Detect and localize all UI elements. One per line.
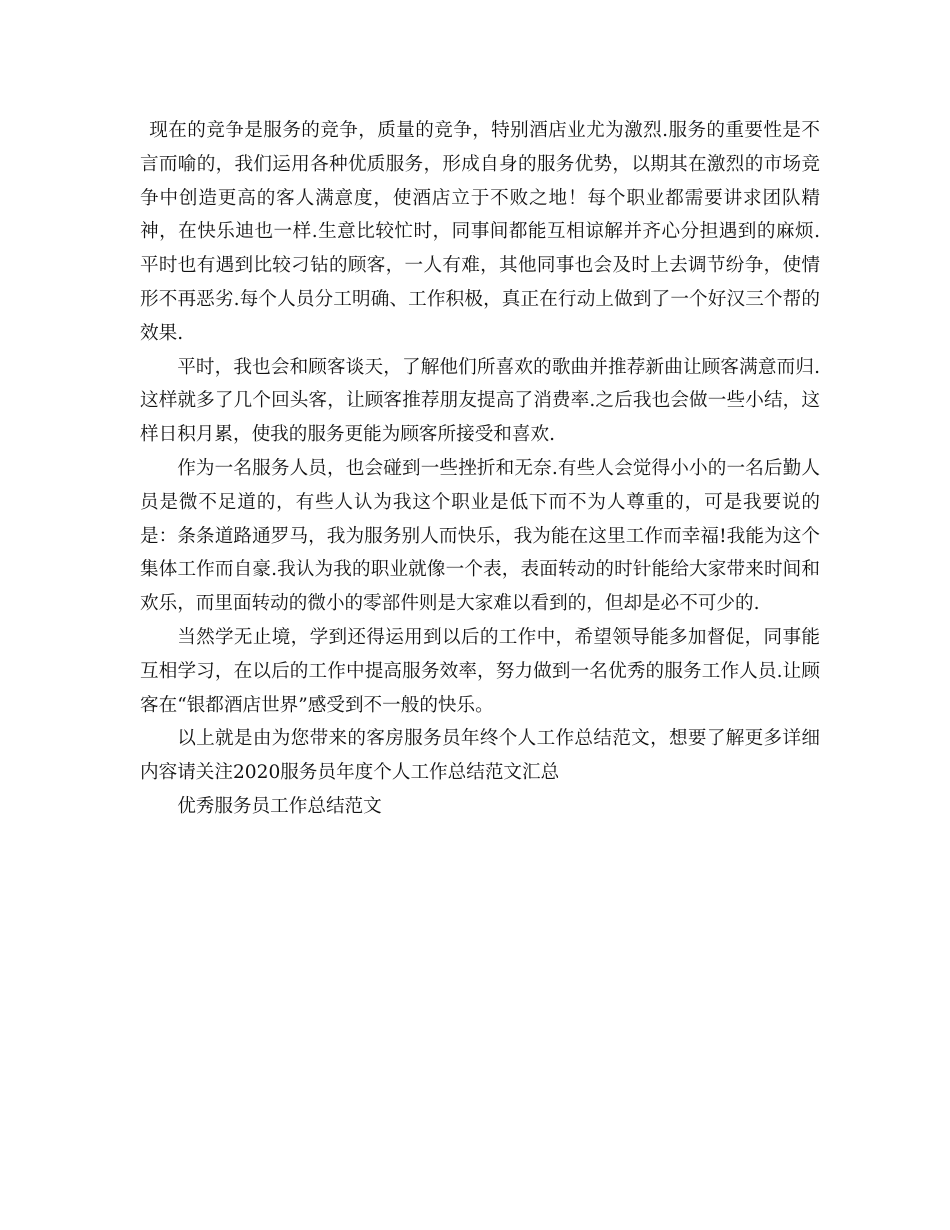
paragraph-setbacks-and-pride: 作为一名服务人员，也会碰到一些挫折和无奈.有些人会觉得小小的一名后勤人员是微不足道的，有些人认为我这个职业是低下而不为人尊重的，可是我要说的是：条条道路通罗马，我为服务别人而快乐，我为能在这里工作而幸福!我能为这个集体工作而自豪.我认为我的职业就像一个表，表面转动的时针能给大家带来时间和欢乐，而里面转动的微小的零部件则是大家难以看到的，但却是必不可少的. [140,457,820,615]
paragraph-chatting-with-customers: 平时，我也会和顾客谈天，了解他们所喜欢的歌曲并推荐新曲让顾客满意而归.这样就多了几个回头客，让顾客推荐朋友提高了消费率.之后我也会做一些小结，这样日积月累，使我的服务更能为顾客所接受和喜欢. [140,356,820,446]
document-body [140,114,820,824]
paragraph-closing-note: 以上就是由为您带来的客房服务员年终个人工作总结范文，想要了解更多详细内容请关注2020服务员年度个人工作总结范文汇总 [140,728,820,784]
paragraph-continuous-learning: 当然学无止境，学到还得运用到以后的工作中，希望领导能多加督促，同事能互相学习，在以后的工作中提高服务效率，努力做到一名优秀的服务工作人员.让顾客在“银都酒店世界”感受到不一般的快乐。 [140,626,820,716]
paragraph-service-competition: 现在的竞争是服务的竞争，质量的竞争，特别酒店业尤为激烈.服务的重要性是不言而喻的，我们运用各种优质服务，形成自身的服务优势，以期其在激烈的市场竞争中创造更高的客人满意度，使酒店立于不败之地！每个职业都需要讲求团队精神，在快乐迪也一样.生意比较忙时，同事间都能互相谅解并齐心分担遇到的麻烦.平时也有遇到比较刁钻的顾客，一人有难，其他同事也会及时上去调节纷争，使情形不再恶劣.每个人员分工明确、工作积极，真正在行动上做到了一个好汉三个帮的效果. [140,120,820,344]
related-article-title: 优秀服务员工作总结范文 [177,795,382,817]
